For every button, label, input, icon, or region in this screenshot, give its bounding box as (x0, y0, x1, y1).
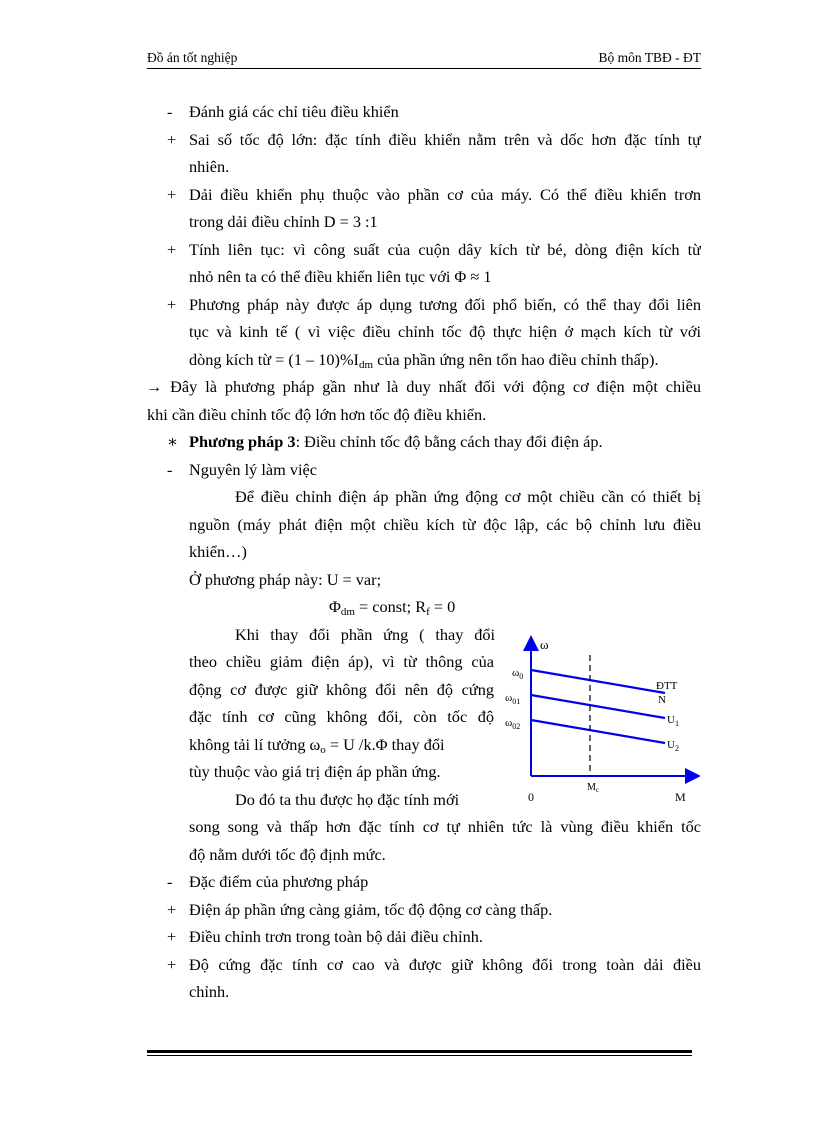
header-left: Đồ án tốt nghiệp (147, 50, 238, 65)
natural-characteristic-line (531, 670, 665, 693)
list-item: + Điện áp phần ứng càng giảm, tốc độ động cơ càng thấp. (147, 896, 701, 924)
list-item: + Tính liên tục: vì công suất của cuộn dây kích từ bé, dòng điện kích từ (147, 236, 701, 264)
text-line: đặc tính cơ cũng không đổi, còn tốc độ (189, 707, 494, 726)
page-header (147, 50, 701, 70)
u1-label: $U_1$ (667, 714, 679, 728)
omega01-label: $\omega_{01}$ (505, 692, 521, 706)
list-item: + Phương pháp này được áp dụng tương đối phổ biến, có thể thay đổi liên (147, 291, 701, 319)
text-line: không tải lí tưởng $\omega_o = U$ /k.Φ thay đổi (189, 734, 445, 756)
text-line: chỉnh. (189, 982, 230, 1001)
mc-label: $M_c$ (587, 782, 600, 794)
text-line: độ nằm dưới tốc độ định mức. (189, 844, 386, 864)
text-line: trong dải điều chỉnh D = 3 :1 (189, 212, 378, 231)
plus-marker: + (167, 184, 177, 204)
footer-rule-thick (147, 1050, 692, 1053)
speed-torque-diagram (505, 633, 700, 808)
text-line: khiển…) (189, 542, 247, 561)
u1-characteristic-line (531, 695, 665, 718)
header-right: Bộ môn TBĐ - ĐT (598, 50, 701, 65)
dtt-label: ĐTT (656, 680, 678, 692)
list-item: + Sai số tốc độ lớn: đặc tính điều khiển nằm trên và dốc hơn đặc tính tự (147, 126, 701, 154)
text-line: nhiên. (189, 157, 230, 176)
list-item: ∗ Phương pháp 3: Điều chỉnh tốc độ bằng cách thay đổi điện áp. (147, 428, 701, 456)
text-line: động cơ được giữ không đổi nên độ cứng (189, 679, 494, 699)
m-axis-label: M (675, 790, 686, 804)
method-heading: Phương pháp 3 (189, 432, 296, 451)
origin-label: 0 (528, 790, 534, 804)
text-line: → Đây là phương pháp gần như là duy nhất đối với động cơ điện một chiều (146, 377, 701, 396)
document-body (147, 98, 701, 1006)
omega0-label: $\omega_0$ (512, 667, 524, 681)
text-line: nhỏ nên ta có thể điều khiển liên tục với Φ ≈ 1 (189, 267, 492, 286)
omega02-label: $\omega_{02}$ (505, 717, 521, 731)
list-item: + Dải điều khiển phụ thuộc vào phần cơ của máy. Có thể điều khiển trơn (147, 181, 701, 209)
dash-marker: - (167, 102, 173, 121)
plus-marker: + (167, 927, 177, 946)
star-marker: ∗ (167, 432, 179, 451)
text-line: Để điều chỉnh điện áp phần ứng động cơ một chiều cần có thiết bị (235, 487, 701, 506)
plus-marker: + (167, 294, 177, 314)
u2-label: $U_2$ (667, 739, 679, 753)
list-item: - Nguyên lý làm việc (147, 456, 701, 484)
plus-marker: + (167, 239, 177, 259)
plus-marker: + (167, 954, 177, 974)
dash-marker: - (167, 459, 173, 479)
text-line: tùy thuộc vào giá trị điện áp phần ứng. (189, 762, 441, 781)
plus-marker: + (167, 899, 177, 919)
text-line: nguồn (máy phát điện một chiều kích từ độc lập, các bộ chỉnh lưu điều (189, 514, 701, 534)
formula-line: $\Phi_{dm}$ = const; $R_f = 0$ (329, 597, 456, 618)
list-item: - Đánh giá các chỉ tiêu điều khiển (147, 98, 701, 126)
list-item: + Điều chỉnh trơn trong toàn bộ dải điều chỉnh. (147, 923, 701, 951)
list-item: - Đặc điểm của phương pháp (147, 868, 701, 896)
text-line: song song và thấp hơn đặc tính cơ tự nhiên tức là vùng điều khiển tốc (189, 817, 701, 836)
list-item: + Độ cứng đặc tính cơ cao và được giữ không đổi trong toàn dải điều (147, 951, 701, 979)
u2-characteristic-line (531, 720, 665, 743)
n-label: N (658, 694, 666, 706)
text-line: Khi thay đổi phần ứng ( thay đổi (235, 624, 495, 644)
footer-rule-thin (147, 1055, 692, 1056)
text-line: Do đó ta thu được họ đặc tính mới (235, 789, 460, 809)
dash-marker: - (167, 872, 173, 891)
header-rule (147, 68, 701, 69)
text-line: dòng kích từ = $(1 - 10)\%I_{dm}$ của phần ứng nên tổn hao điều chỉnh thấp). (189, 349, 659, 371)
text-line: tục và kinh tế ( vì việc điều chỉnh tốc độ thực hiện ở mạch kích từ với (189, 322, 701, 341)
text-line: khi cần điều chỉnh tốc độ lớn hơn tốc độ điều khiển. (147, 404, 487, 424)
plus-marker: + (167, 129, 177, 149)
text-line: theo chiều giảm điện áp), vì từ thông của (189, 652, 494, 671)
omega-axis-label: ω (540, 637, 549, 652)
text-line: Ở phương pháp này: U = var; (189, 569, 382, 589)
